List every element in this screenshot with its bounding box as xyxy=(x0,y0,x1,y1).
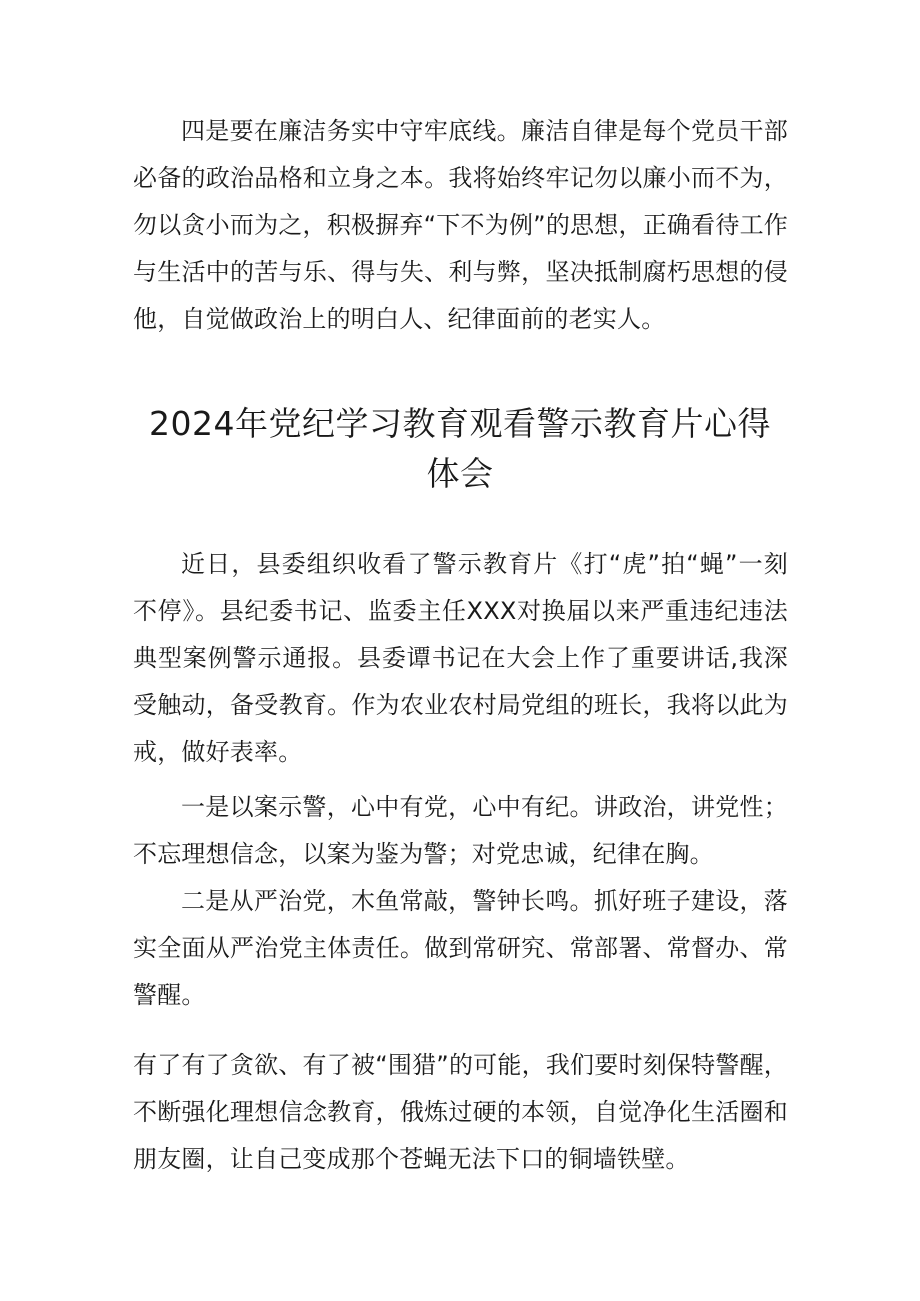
paragraph-integrity: 四是要在廉洁务实中守牢底线。廉洁自律是每个党员干部必备的政治品格和立身之本。我将始终牢记勿以廉小而不为，勿以贪小而为之，积极摒弃“下不为例”的思想，正确看待工作与生活中的苦与乐、得与失、利与弊，坚决抵制腐朽思想的侵他，自觉做政治上的明白人、纪律面前的老实人。 xyxy=(133,117,788,333)
document-title: 2024年党纪学习教育观看警示教育片心得体会 xyxy=(149,404,771,493)
paragraph-point-two: 二是从严治党，木鱼常敲，警钟长鸣。抓好班子建设，落实全面从严治党主体责任。做到常研究、常部署、常督办、常警醒。 xyxy=(133,887,788,1009)
paragraph-point-one: 一是以案示警，心中有党，心中有纪。讲政治，讲党性；不忘理想信念，以案为鉴为警；对党忠诚，纪律在胸。 xyxy=(133,793,788,868)
paragraph-closing: 有了有了贪欲、有了被“围猎”的可能，我们要时刻保特警醒，不断强化理想信念教育，俄炼过硬的本领，自觉净化生活圈和朋友圈，让自己变成那个苍蝇无法下口的铜墙铁壁。 xyxy=(133,1051,788,1173)
paragraph-intro: 近日，县委组织收看了警示教育片《打“虎”拍“蝇”一刻不停》。县纪委书记、监委主任XXX对换届以来严重违纪违法典型案例警示通报。县委谭书记在大会上作了重要讲话,我深受触动，备受教育。作为农业农村局党组的班长，我将以此为戒，做好表率。 xyxy=(133,550,788,766)
